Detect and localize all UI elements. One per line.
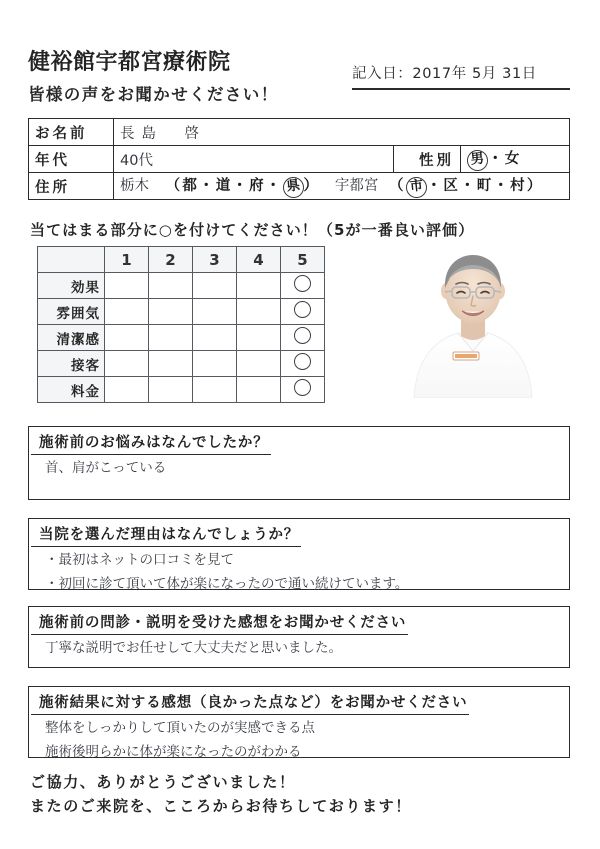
gender-option-male[interactable]: 男: [466, 149, 489, 172]
rating-cell-清潔感-1[interactable]: [105, 325, 149, 351]
question-title: 施術前のお悩みはなんでしたか？: [31, 427, 271, 455]
rating-column-header-2: 2: [149, 247, 193, 273]
gender-separator-1: ・: [488, 151, 505, 167]
address-label: 住所: [29, 173, 114, 200]
selected-mark-icon: [294, 301, 311, 318]
table-row-name: [29, 119, 570, 146]
rating-cell-効果-2[interactable]: [149, 273, 193, 299]
city-option-mura[interactable]: 村: [510, 178, 527, 194]
pref-option-fu[interactable]: 府: [249, 178, 266, 194]
city-options: （ 市 ・区・町・村）: [389, 178, 544, 194]
question-answer[interactable]: ・初回に診て頂いて体が楽になったので通い続けています。: [45, 575, 409, 592]
rating-cell-料金-3[interactable]: [193, 377, 237, 403]
rating-cell-料金-5[interactable]: [281, 377, 325, 403]
question-box-1: [28, 426, 570, 500]
city-option-ku[interactable]: 区: [443, 178, 461, 194]
pref-option-ken[interactable]: 県: [281, 176, 304, 199]
rating-cell-雰囲気-5[interactable]: [281, 299, 325, 325]
name-value: 長島 啓: [114, 119, 570, 146]
rating-row-料金: [38, 377, 325, 403]
clinic-name: 健裕館宇都宮療術院: [28, 50, 231, 75]
rating-row-label: 接客: [38, 351, 105, 377]
gender-label: 性別: [394, 146, 461, 173]
personal-info-table: [28, 118, 570, 200]
age-value: 40代: [114, 146, 394, 173]
rating-cell-接客-3[interactable]: [193, 351, 237, 377]
rating-column-header-3: 3: [193, 247, 237, 273]
question-box-2: [28, 518, 570, 590]
date-block: [352, 62, 574, 90]
footer-line-2: またのご来院を、こころからお待ちしております！: [30, 797, 412, 815]
rating-cell-料金-2[interactable]: [149, 377, 193, 403]
rating-row-label: 雰囲気: [38, 299, 105, 325]
rating-cell-清潔感-5[interactable]: [281, 325, 325, 351]
question-answer[interactable]: ・最初はネットの口コミを見て: [45, 552, 234, 568]
prefecture-value: 栃木: [120, 178, 149, 194]
selected-mark-icon: [294, 353, 311, 370]
rating-cell-清潔感-4[interactable]: [237, 325, 281, 351]
question-title: 当院を選んだ理由はなんでしょうか？: [31, 519, 301, 547]
rating-cell-雰囲気-1[interactable]: [105, 299, 149, 325]
address-value-cell: [114, 173, 570, 200]
selected-mark-icon: [294, 379, 311, 396]
question-answer[interactable]: 丁寧な説明でお任せして大丈夫だと思いました。: [45, 640, 342, 656]
question-answer[interactable]: 施術後明らかに体が楽になったのがわかる: [45, 743, 302, 760]
rating-column-header-5: 5: [281, 247, 325, 273]
footer: [30, 770, 576, 818]
practitioner-photo: [398, 248, 548, 398]
rating-row-label: 料金: [38, 377, 105, 403]
city-value: 宇都宮: [334, 178, 379, 194]
rating-row-接客: [38, 351, 325, 377]
name-label: お名前: [29, 119, 114, 146]
rating-row-雰囲気: [38, 299, 325, 325]
rating-header-blank: [38, 247, 105, 273]
question-answer[interactable]: 首、肩がこっている: [45, 460, 167, 476]
gender-option-female[interactable]: 女: [504, 151, 522, 167]
rating-cell-清潔感-2[interactable]: [149, 325, 193, 351]
rating-cell-雰囲気-4[interactable]: [237, 299, 281, 325]
rating-cell-接客-4[interactable]: [237, 351, 281, 377]
question-box-4: [28, 686, 570, 758]
date-underline: [352, 88, 570, 90]
rating-column-header-4: 4: [237, 247, 281, 273]
rating-cell-効果-5[interactable]: [281, 273, 325, 299]
rating-cell-雰囲気-3[interactable]: [193, 299, 237, 325]
prefecture-options: （都・道・府・ 県 ）: [166, 178, 321, 194]
selected-mark-icon: [294, 327, 311, 344]
table-row-age-gender: [29, 146, 570, 173]
rating-cell-接客-1[interactable]: [105, 351, 149, 377]
table-row-address: [29, 173, 570, 200]
question-title: 施術前の問診・説明を受けた感想をお聞かせください: [31, 607, 408, 635]
rating-cell-雰囲気-2[interactable]: [149, 299, 193, 325]
shirt-logo: [453, 352, 479, 360]
gender-options: [461, 146, 570, 173]
rating-cell-清潔感-3[interactable]: [193, 325, 237, 351]
pref-option-to[interactable]: 都: [182, 178, 200, 194]
rating-instruction: 当てはまる部分に○を付けてください！（5が一番良い評価）: [30, 221, 475, 239]
rating-column-header-1: 1: [105, 247, 149, 273]
selected-mark-icon: [294, 275, 311, 292]
question-title: 施術結果に対する感想（良かった点など）をお聞かせください: [31, 687, 469, 715]
rating-header-row: [38, 247, 325, 273]
rating-cell-効果-4[interactable]: [237, 273, 281, 299]
rating-row-label: 効果: [38, 273, 105, 299]
rating-row-label: 清潔感: [38, 325, 105, 351]
rating-table: [37, 246, 325, 403]
city-option-shi[interactable]: 市: [405, 176, 428, 199]
age-label: 年代: [29, 146, 114, 173]
rating-row-清潔感: [38, 325, 325, 351]
rating-cell-料金-4[interactable]: [237, 377, 281, 403]
footer-line-1: ご協力、ありがとうございました！: [30, 773, 296, 791]
question-answer[interactable]: 整体をしっかりして頂いたのが実感できる点: [45, 720, 315, 736]
form-subtitle: 皆様の声をお聞かせください！: [28, 85, 279, 104]
entry-date: 記入日：2017年 5月 31日: [352, 66, 537, 82]
rating-cell-接客-2[interactable]: [149, 351, 193, 377]
rating-cell-効果-1[interactable]: [105, 273, 149, 299]
rating-cell-料金-1[interactable]: [105, 377, 149, 403]
question-box-3: [28, 606, 570, 668]
pref-option-do[interactable]: 道: [215, 178, 233, 194]
rating-cell-接客-5[interactable]: [281, 351, 325, 377]
rating-cell-効果-3[interactable]: [193, 273, 237, 299]
city-option-machi[interactable]: 町: [476, 178, 494, 194]
rating-row-効果: [38, 273, 325, 299]
